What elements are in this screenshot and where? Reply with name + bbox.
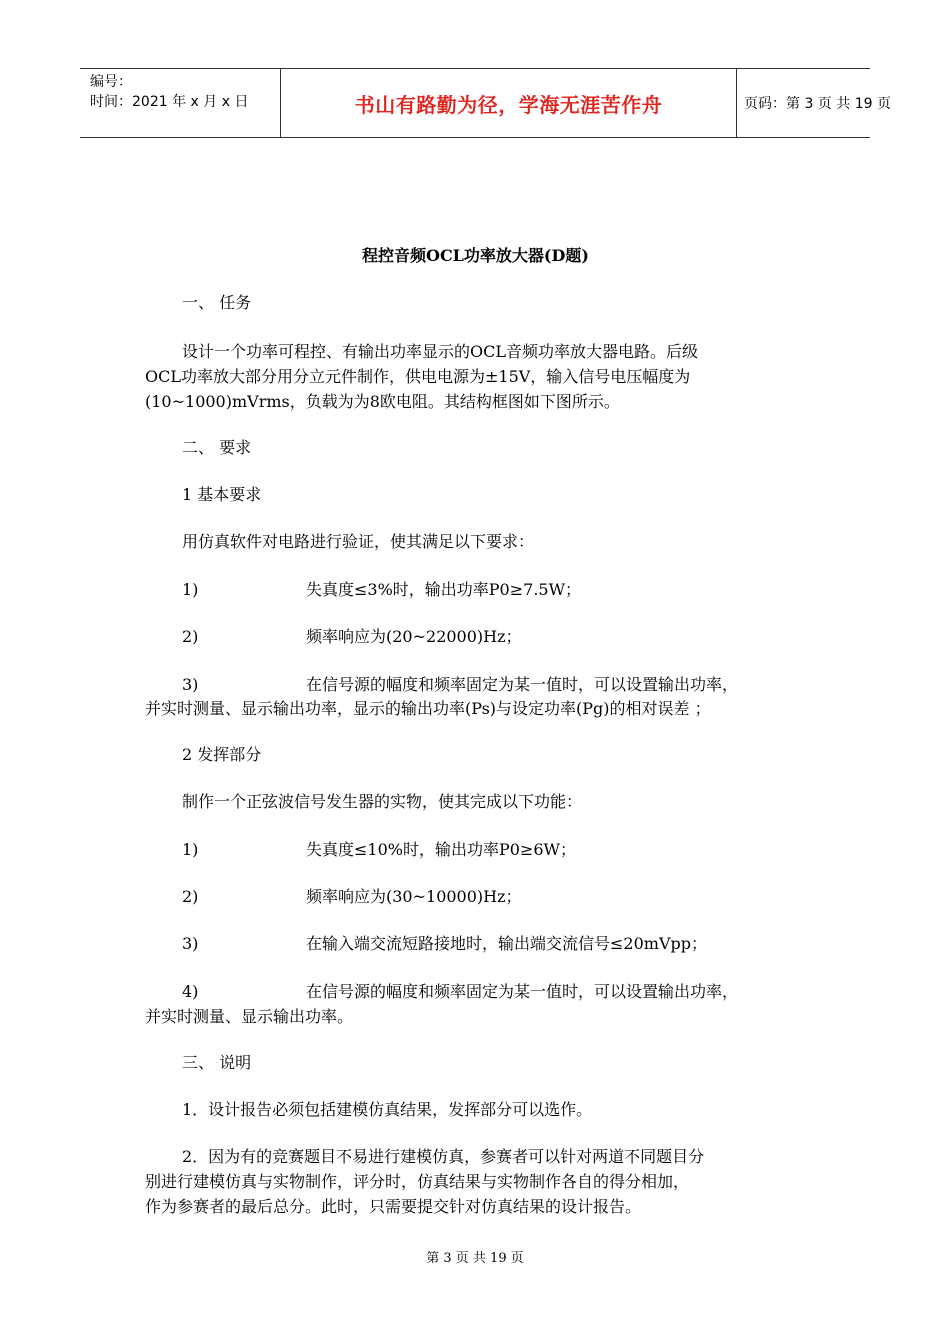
item-text: 频率响应为(20~22000)Hz； xyxy=(306,627,522,646)
item-number: 1) xyxy=(182,580,199,599)
item-number: 1) xyxy=(182,840,199,859)
basic-item-continuation: 并实时测量、显示输出功率，显示的输出功率(Ps)与设定功率(Pg)的相对误差 ； xyxy=(145,699,711,718)
item-number: 3) xyxy=(182,934,199,953)
document-title: 程控音频OCL功率放大器(D题) xyxy=(362,246,589,265)
basic-item xyxy=(182,674,738,696)
section1-para-line: OCL功率放大部分用分立元件制作，供电电源为±15V，输入信号电压幅度为 xyxy=(145,367,691,386)
extra-item xyxy=(182,981,738,1003)
basic-heading: 1 基本要求 xyxy=(182,485,262,504)
basic-intro: 用仿真软件对电路进行验证，使其满足以下要求： xyxy=(182,532,535,551)
section1-para-line: 设计一个功率可程控、有输出功率显示的OCL音频功率放大器电路。后级 xyxy=(182,342,698,361)
item-text: 频率响应为(30~10000)Hz； xyxy=(306,887,522,906)
note-2-line: 别进行建模仿真与实物制作，评分时，仿真结果与实物制作各自的得分相加， xyxy=(145,1172,690,1191)
header-motto: 书山有路勤为径，学海无涯苦作舟 xyxy=(354,92,663,117)
section1-heading: 一、 任务 xyxy=(182,293,252,312)
item-text: 失真度≤10%时，输出功率P0≥6W； xyxy=(306,840,576,859)
extra-intro: 制作一个正弦波信号发生器的实物，使其完成以下功能： xyxy=(182,792,583,811)
item-text: 在信号源的幅度和频率固定为某一值时，可以设置输出功率， xyxy=(306,675,739,694)
extra-heading: 2 发挥部分 xyxy=(182,745,262,764)
header-number-label: 编号： xyxy=(90,74,132,90)
basic-item xyxy=(182,626,522,648)
item-number: 4) xyxy=(182,982,199,1001)
item-text: 在输入端交流短路接地时，输出端交流信号≤20mVpp； xyxy=(306,934,707,953)
header-page-code: 页码：第 3 页 共 19 页 xyxy=(744,96,891,112)
basic-item xyxy=(182,579,581,601)
header-motto-cell xyxy=(280,69,737,137)
header-page-cell xyxy=(736,69,891,137)
extra-item xyxy=(182,886,522,908)
page-footer: 第 3 页 共 19 页 xyxy=(426,1251,524,1266)
extra-item xyxy=(182,933,707,955)
item-number: 3) xyxy=(182,675,199,694)
section1-para-line: (10~1000)mVrms，负载为为8欧电阻。其结构框图如下图所示。 xyxy=(145,392,620,411)
item-text: 失真度≤3%时，输出功率P0≥7.5W； xyxy=(306,580,582,599)
item-text: 在信号源的幅度和频率固定为某一值时，可以设置输出功率， xyxy=(306,982,739,1001)
header-date-label: 时间：2021 年 x 月 x 日 xyxy=(90,94,249,110)
note-1: 1．设计报告必须包括建模仿真结果，发挥部分可以选作。 xyxy=(182,1100,593,1119)
note-2-line: 作为参赛者的最后总分。此时，只需要提交针对仿真结果的设计报告。 xyxy=(145,1197,642,1216)
item-number: 2) xyxy=(182,887,199,906)
page-header xyxy=(80,68,891,138)
section2-heading: 二、 要求 xyxy=(182,438,252,457)
note-2-line: 2．因为有的竞赛题目不易进行建模仿真，参赛者可以针对两道不同题目分 xyxy=(182,1147,705,1166)
extra-item-continuation: 并实时测量、显示输出功率。 xyxy=(145,1007,354,1026)
header-info-cell xyxy=(80,69,280,137)
section3-heading: 三、 说明 xyxy=(182,1053,252,1072)
extra-item xyxy=(182,839,576,861)
item-number: 2) xyxy=(182,627,199,646)
